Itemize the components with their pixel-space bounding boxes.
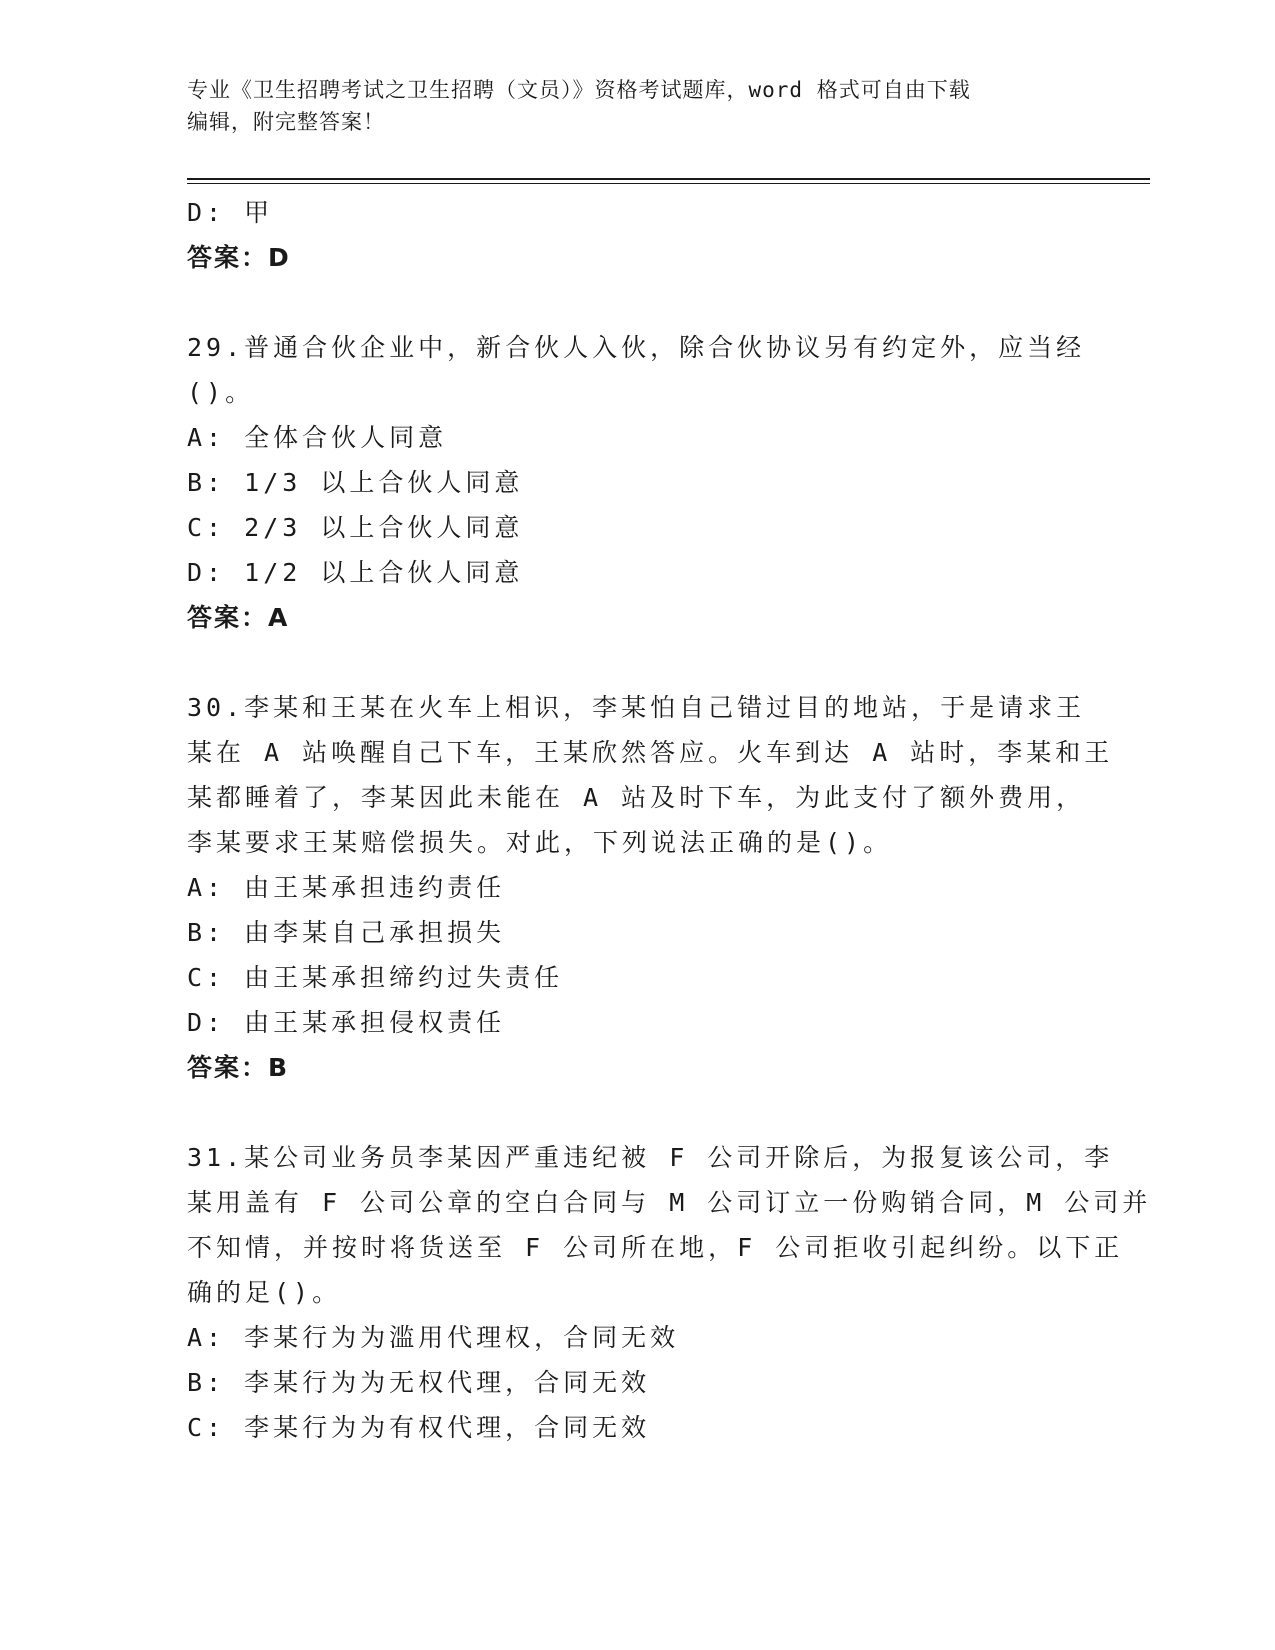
spacer [187, 1090, 1087, 1135]
question-text-line: 不知情，并按时将货送至 F 公司所在地，F 公司拒收引起纠纷。以下正 [187, 1233, 1124, 1262]
option-a: A: 全体合伙人同意 [187, 423, 448, 452]
question-text-line: 30.李某和王某在火车上相识，李某怕自己错过目的地站，于是请求王 [187, 693, 1086, 722]
question-31 [187, 1135, 1152, 1450]
header-divider-thin [187, 183, 1150, 184]
option-d: D: 由王某承担侵权责任 [187, 1008, 506, 1037]
question-text-line: 29.普通合伙企业中，新合伙人入伙，除合伙协议另有约定外，应当经 [187, 333, 1086, 362]
question-text-line: ()。 [187, 378, 255, 407]
option-a: A: 由王某承担违约责任 [187, 873, 506, 902]
spacer [187, 280, 1087, 325]
question-list [187, 190, 1152, 1450]
header-line-2: 编辑，附完整答案！ [187, 110, 385, 134]
option-c: C: 李某行为为有权代理，合同无效 [187, 1413, 651, 1442]
question-30 [187, 685, 1114, 1090]
question-text-line: 某用盖有 F 公司公章的空白合同与 M 公司订立一份购销合同，M 公司并 [187, 1188, 1152, 1217]
question-text-line: 31.某公司业务员李某因严重违纪被 F 公司开除后，为报复该公司，李 [187, 1143, 1114, 1172]
option-a: A: 李某行为为滥用代理权，合同无效 [187, 1323, 680, 1352]
prev-answer: 答案：D [187, 243, 291, 272]
question-text-line: 某在 A 站唤醒自己下车，王某欣然答应。火车到达 A 站时，李某和王 [187, 738, 1114, 767]
spacer [187, 640, 1087, 685]
document-header [187, 74, 1067, 138]
prev-option-d: D: 甲 [187, 198, 274, 227]
question-text-line: 确的足()。 [187, 1278, 342, 1307]
question-29 [187, 325, 1087, 640]
option-c: C: 由王某承担缔约过失责任 [187, 963, 564, 992]
question-text-line: 李某要求王某赔偿损失。对此，下列说法正确的是()。 [187, 828, 893, 857]
header-line-1: 专业《卫生招聘考试之卫生招聘（文员）》资格考试题库，word 格式可自由下载 [187, 78, 971, 102]
answer: 答案：A [187, 603, 290, 632]
option-b: B: 李某行为为无权代理，合同无效 [187, 1368, 651, 1397]
option-d: D: 1/2 以上合伙人同意 [187, 558, 524, 587]
question-text-line: 某都睡着了，李某因此未能在 A 站及时下车，为此支付了额外费用， [187, 783, 1086, 812]
header-divider-thick [187, 178, 1150, 180]
option-b: B: 1/3 以上合伙人同意 [187, 468, 524, 497]
option-b: B: 由李某自己承担损失 [187, 918, 506, 947]
answer: 答案：B [187, 1053, 290, 1082]
option-c: C: 2/3 以上合伙人同意 [187, 513, 524, 542]
